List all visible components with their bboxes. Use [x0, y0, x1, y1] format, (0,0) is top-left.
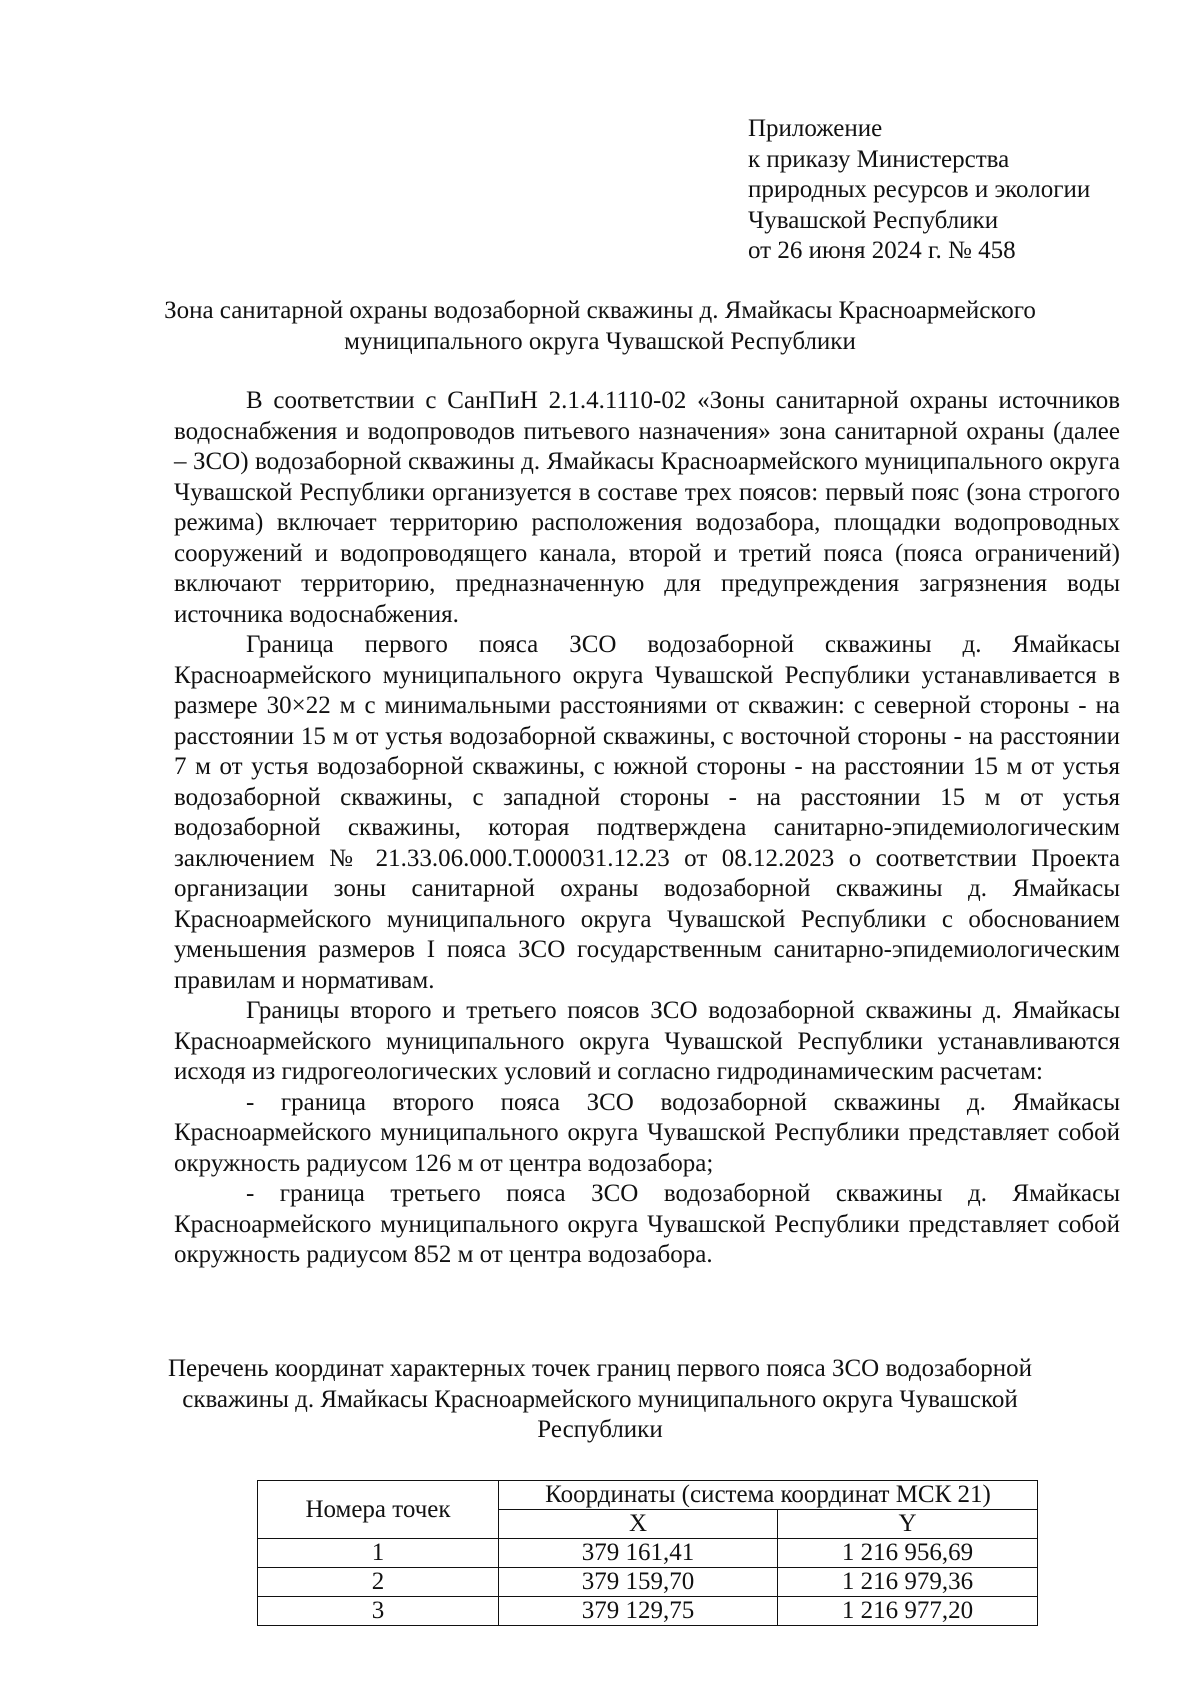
appendix-line: к приказу Министерства — [748, 145, 1010, 173]
body-paragraph: Граница первого пояса ЗСО водозаборной скважины д. Ямайкасы Красноармейского муниципального округа Чувашской Республики устанавливается в размере 30×22 м с минимальными расстояниями от скважин: с северной стороны - на расстоянии 15 м от устья водозаборной скважины, с восточной стороны - на расстоянии 7 м от устья водозаборной скважины, с южной стороны - на расстоянии 15 м от устья водозаборной скважины, с западной стороны - на расстоянии 15 м от устья водозаборной скважины, которая подтверждена санитарно-эпидемиологическим заключением № 21.33.06.000.Т.000031.12.23 от 08.12.2023 о соответствии Проекта организации зоны санитарной охраны водозаборной скважины д. Ямайкасы Красноармейского муниципального округа Чувашской Республики с обоснованием уменьшения размеров I пояса ЗСО государственным санитарно-эпидемиологическим правилам и нормативам. — [174, 631, 1120, 994]
document-title: Зона санитарной охраны водозаборной скважины д. Ямайкасы Красноармейского муниципального округа Чувашской Республики — [164, 297, 1036, 355]
table-row — [258, 1539, 1038, 1568]
coordinates-table — [257, 1480, 1038, 1626]
appendix-line: от 26 июня 2024 г. № 458 — [748, 237, 1016, 264]
cell-x: 379 159,70 — [499, 1568, 778, 1597]
appendix-line: Чувашской Республики — [748, 206, 999, 234]
cell-x: 379 161,41 — [499, 1539, 778, 1568]
body-paragraph: - граница второго пояса ЗСО водозаборной скважины д. Ямайкасы Красноармейского муниципального округа Чувашской Республики представляет собой окружность радиусом 126 м от центра водозабора; — [174, 1088, 1120, 1177]
appendix-header — [748, 114, 1090, 267]
appendix-line: Приложение — [748, 115, 883, 142]
cell-x: 379 129,75 — [499, 1597, 778, 1626]
cell-point: 1 — [258, 1539, 499, 1568]
cell-y: 1 216 977,20 — [778, 1597, 1038, 1626]
body-paragraph: В соответствии с СанПиН 2.1.4.1110-02 «Зоны санитарной охраны источников водоснабжения и водопроводов питьевого назначения» зона санитарной охраны (далее – ЗСО) водозаборной скважины д. Ямайкасы Красноармейского муниципального округа Чувашской Республики организуется в составе трех поясов: первый пояс (зона строгого режима) включает территорию расположения водозабора, площадки водопроводных сооружений и водопроводящего канала, второй и третий пояса (пояса ограничений) включают территорию, предназначенную для предупреждения загрязнения воды источника водоснабжения. — [174, 387, 1120, 628]
header-points: Номера точек — [258, 1481, 499, 1539]
appendix-line: природных ресурсов и экологии — [748, 176, 1091, 203]
header-coordinates: Координаты (система координат МСК 21) — [499, 1481, 1038, 1510]
table-header-row — [258, 1481, 1038, 1510]
body-paragraph: Границы второго и третьего поясов ЗСО водозаборной скважины д. Ямайкасы Красноармейского муниципального округа Чувашской Республики устанавливаются исходя из гидрогеологических условий и согласно гидродинамическим расчетам: — [174, 997, 1120, 1085]
cell-y: 1 216 979,36 — [778, 1568, 1038, 1597]
header-y: Y — [778, 1510, 1038, 1539]
cell-point: 3 — [258, 1597, 499, 1626]
document-body — [174, 386, 1120, 1271]
table-title: Перечень координат характерных точек границ первого пояса ЗСО водозаборной скважины д. Ямайкасы Красноармейского муниципального округа Чувашской Республики — [167, 1355, 1033, 1443]
cell-point: 2 — [258, 1568, 499, 1597]
cell-y: 1 216 956,69 — [778, 1539, 1038, 1568]
table-row — [258, 1568, 1038, 1597]
header-x: X — [499, 1510, 778, 1539]
table-row — [258, 1597, 1038, 1626]
body-paragraph: - граница третьего пояса ЗСО водозаборной скважины д. Ямайкасы Красноармейского муниципального округа Чувашской Республики представляет собой окружность радиусом 852 м от центра водозабора. — [174, 1180, 1120, 1268]
